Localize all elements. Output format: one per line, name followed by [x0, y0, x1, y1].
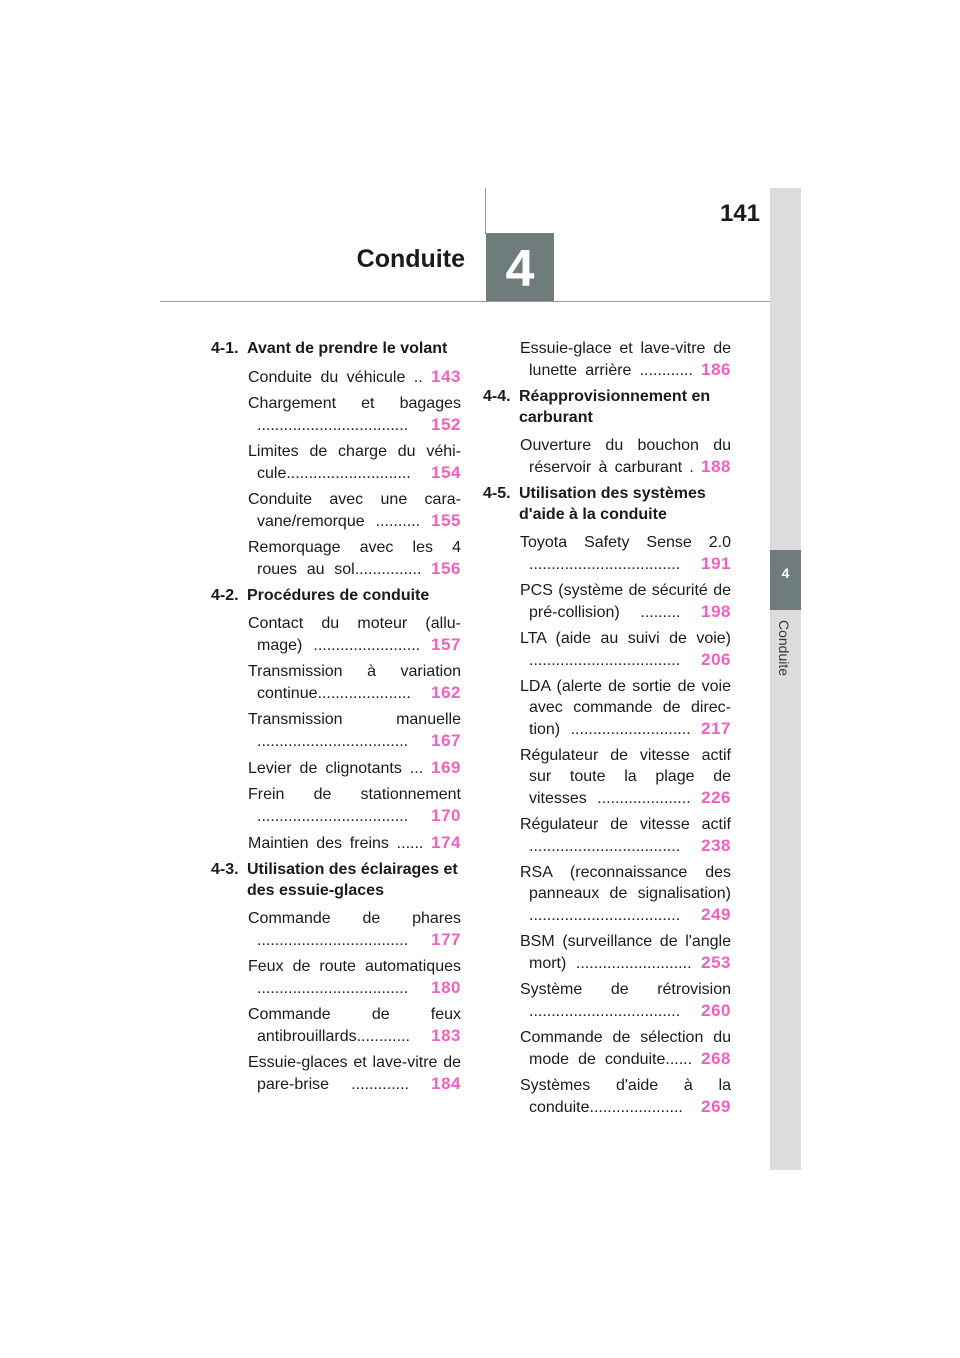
toc-entry-page-link[interactable]: 268 — [701, 1049, 731, 1068]
toc-entry[interactable] — [248, 757, 461, 779]
toc-entry-title: Commande de feux antibrouillards............ — [248, 1006, 461, 1045]
toc-section-heading — [483, 483, 731, 525]
toc-entry-title: Commande de sélection du mode de conduite...... — [520, 1029, 731, 1068]
toc-entry[interactable] — [520, 338, 731, 381]
toc-entry-title: Conduite avec une cara-vane/remorque .......... — [248, 491, 461, 530]
toc-entry-title: Systèmes d'aide à la conduite..................... — [520, 1077, 731, 1116]
toc-section-heading — [211, 585, 461, 606]
toc-entry[interactable] — [520, 435, 731, 478]
toc-entry-page-link[interactable]: 217 — [701, 719, 731, 738]
toc-entry-title: Levier de clignotants ... — [248, 760, 424, 777]
toc-entry[interactable] — [520, 532, 731, 575]
toc-entry-page-link[interactable]: 155 — [431, 511, 461, 530]
toc-entry-title: Système de rétrovision .................................. — [520, 981, 731, 1020]
toc-entry-page-link[interactable]: 238 — [701, 836, 731, 855]
toc-entry-page-link[interactable]: 180 — [431, 978, 461, 997]
toc-entry-title: Conduite du véhicule .. — [248, 369, 423, 386]
toc-entry-title: Essuie-glaces et lave-vitre de pare-brise ............. — [248, 1054, 461, 1093]
toc-entry-title: Transmission manuelle .................................. — [248, 711, 461, 750]
toc-entry-title: Remorquage avec les 4 roues au sol............... — [248, 539, 461, 578]
toc-entry-title: Chargement et bagages .................................. — [248, 395, 461, 434]
toc-entry-title: Feux de route automatiques .................................. — [248, 958, 461, 997]
toc-entry[interactable] — [248, 908, 461, 951]
toc-entry[interactable] — [248, 366, 461, 388]
toc-entry-title: Toyota Safety Sense 2.0 .................................. — [520, 534, 731, 573]
toc-column-right — [483, 338, 731, 1123]
toc-entry[interactable] — [520, 676, 731, 740]
toc-entry[interactable] — [520, 1027, 731, 1070]
toc-entry-title: LTA (aide au suivi de voie) .................................. — [520, 630, 731, 669]
toc-entry-page-link[interactable]: 156 — [431, 559, 462, 578]
toc-entry-title: LDA (alerte de sortie de voie avec commande de direc-tion) ........................... — [520, 678, 731, 738]
toc-entry-page-link[interactable]: 152 — [431, 415, 461, 434]
toc-entry-title: Régulateur de vitesse actif sur toute la plage de vitesses ..................... — [520, 747, 731, 807]
toc-entry-page-link[interactable]: 169 — [431, 758, 461, 777]
toc-entry[interactable] — [248, 784, 461, 827]
toc-entry[interactable] — [248, 709, 461, 752]
toc-entry-title: RSA (reconnaissance des panneaux de signalisation) .................................. — [520, 864, 731, 924]
toc-entry-page-link[interactable]: 186 — [701, 360, 731, 379]
toc-entry-page-link[interactable]: 157 — [431, 635, 461, 654]
toc-entry[interactable] — [248, 956, 461, 999]
side-tab-chapter-number[interactable]: 4 — [770, 550, 801, 610]
chapter-title: Conduite — [356, 245, 465, 273]
toc-entry-title: Limites de charge du véhi-cule............................ — [248, 443, 461, 482]
toc-section-title: Utilisation des éclairages et des essuie-glaces — [247, 861, 458, 899]
header-divider — [160, 301, 770, 302]
toc-entry-title: Commande de phares .................................. — [248, 910, 461, 949]
toc-entry[interactable] — [248, 537, 461, 580]
toc-section-title: Réapprovisionnement en carburant — [519, 388, 711, 426]
toc-entry-title: PCS (système de sécurité de pré-collision) ......... — [520, 582, 731, 621]
toc-entry[interactable] — [520, 862, 731, 926]
toc-entry[interactable] — [248, 832, 461, 854]
toc-entry-page-link[interactable]: 177 — [431, 930, 461, 949]
toc-entry-page-link[interactable]: 253 — [701, 953, 731, 972]
toc-section-number: 4-2. — [211, 587, 239, 604]
toc-entry-title: Maintien des freins ...... — [248, 835, 424, 852]
toc-section-number: 4-4. — [483, 388, 511, 405]
toc-entry-page-link[interactable]: 260 — [701, 1001, 731, 1020]
toc-entry-page-link[interactable]: 174 — [431, 833, 461, 852]
toc-entry-page-link[interactable]: 184 — [431, 1074, 461, 1093]
toc-entry-page-link[interactable]: 249 — [701, 905, 731, 924]
side-tab-label-wrap — [776, 620, 796, 700]
toc-entry[interactable] — [248, 661, 461, 704]
toc-entry-page-link[interactable]: 167 — [431, 731, 461, 750]
toc-entry-title: Ouverture du bouchon du réservoir à carburant . — [520, 437, 731, 476]
toc-section-number: 4-1. — [211, 340, 239, 357]
toc-section-title: Avant de prendre le volant — [247, 340, 448, 357]
toc-entry[interactable] — [520, 628, 731, 671]
toc-entry-title: Frein de stationnement .................................. — [248, 786, 461, 825]
chapter-number-box: 4 — [486, 233, 554, 301]
toc-entry[interactable] — [248, 489, 461, 532]
toc-entry[interactable] — [520, 979, 731, 1022]
toc-entry-title: Régulateur de vitesse actif .................................. — [520, 816, 731, 855]
toc-entry-page-link[interactable]: 198 — [701, 602, 731, 621]
toc-entry[interactable] — [248, 613, 461, 656]
toc-entry-title: Contact du moteur (allu-mage) ........................ — [248, 615, 461, 654]
toc-entry-page-link[interactable]: 183 — [431, 1026, 461, 1045]
side-tab-label: Conduite — [776, 620, 792, 677]
toc-section-number: 4-3. — [211, 861, 239, 878]
toc-entry-page-link[interactable]: 162 — [431, 683, 461, 702]
toc-entry-page-link[interactable]: 170 — [431, 806, 461, 825]
toc-entry-page-link[interactable]: 206 — [701, 650, 731, 669]
toc-entry-page-link[interactable]: 143 — [431, 367, 461, 386]
toc-entry-page-link[interactable]: 154 — [431, 463, 461, 482]
toc-section-heading — [211, 859, 461, 901]
page-number: 141 — [719, 200, 760, 227]
toc-entry[interactable] — [248, 1052, 461, 1095]
toc-entry[interactable] — [248, 441, 461, 484]
toc-section-title: Utilisation des systèmes d'aide à la conduite — [519, 485, 706, 523]
toc-entry[interactable] — [248, 1004, 461, 1047]
toc-entry[interactable] — [520, 814, 731, 857]
toc-entry-title: BSM (surveillance de l'angle mort) .......................... — [520, 933, 731, 972]
toc-entry-title: Transmission à variation continue..................... — [248, 663, 461, 702]
toc-section-heading — [211, 338, 461, 359]
toc-section-title: Procédures de conduite — [247, 587, 430, 604]
toc-entry-page-link[interactable]: 269 — [701, 1097, 731, 1116]
toc-entry-page-link[interactable]: 188 — [701, 457, 731, 476]
toc-column-left — [211, 338, 461, 1100]
toc-entry[interactable] — [520, 1075, 731, 1118]
toc-section-heading — [483, 386, 731, 428]
toc-entry[interactable] — [520, 745, 731, 809]
toc-entry-page-link[interactable]: 226 — [701, 788, 731, 807]
toc-entry[interactable] — [248, 393, 461, 436]
toc-entry[interactable] — [520, 580, 731, 623]
toc-entry-page-link[interactable]: 191 — [701, 554, 731, 573]
toc-section-number: 4-5. — [483, 485, 511, 502]
toc-entry[interactable] — [520, 931, 731, 974]
header-divider-vertical — [485, 188, 486, 234]
toc-entry-title: Essuie-glace et lave-vitre de lunette arrière ............ — [520, 340, 731, 379]
